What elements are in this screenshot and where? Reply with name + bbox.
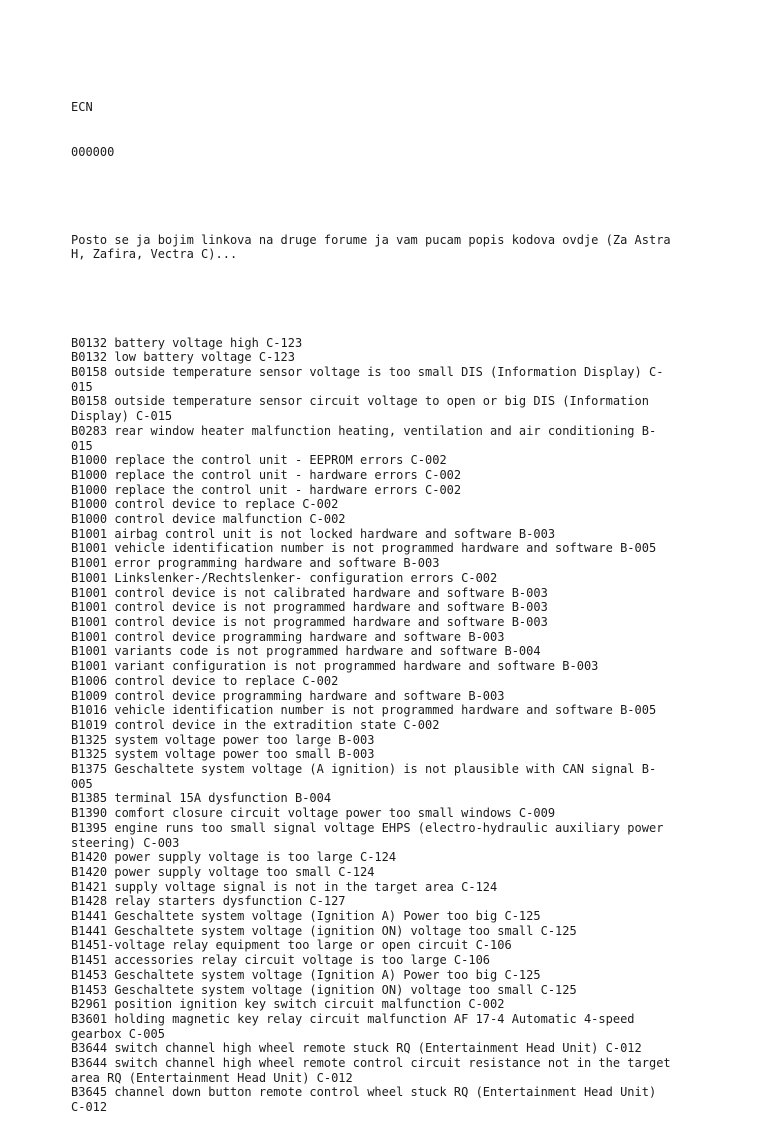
code-line: B1001 control device is not calibrated hardware and software B-003 <box>71 585 548 600</box>
code-line: B3644 switch channel high wheel remote control circuit resistance not in the target <box>71 1056 671 1071</box>
code-line: B1451-voltage relay equipment too large or open circuit C-106 <box>71 938 512 953</box>
code-line: steering) C-003 <box>71 835 180 850</box>
code-line: B1001 control device programming hardware and software B-003 <box>71 629 505 644</box>
code-line: B1001 variant configuration is not programmed hardware and software B-003 <box>71 659 599 674</box>
intro-line: Posto se ja bojim linkova na druge forume ja vam pucam popis kodova ovdje (Za Astra <box>71 232 671 247</box>
code-line: B2961 position ignition key switch circuit malfunction C-002 <box>71 997 505 1012</box>
code-line: area RQ (Entertainment Head Unit) C-012 <box>71 1070 353 1085</box>
code-line: B1428 relay starters dysfunction C-127 <box>71 894 346 909</box>
code-line: B1001 control device is not programmed hardware and software B-003 <box>71 600 548 615</box>
code-line: B3601 holding magnetic key relay circuit malfunction AF 17-4 Automatic 4-speed <box>71 1011 635 1026</box>
code-line: B0132 low battery voltage C-123 <box>71 350 295 365</box>
code-line: B1000 replace the control unit - hardware errors C-002 <box>71 467 462 482</box>
code-line: B3645 channel down button remote control wheel stuck RQ (Entertainment Head Unit) <box>71 1085 657 1100</box>
code-line: 005 <box>71 776 93 791</box>
code-line: C-012 <box>71 1100 108 1115</box>
header-label: ECN <box>71 100 93 115</box>
intro-line: H, Zafira, Vectra C)... <box>71 247 238 262</box>
code-line: 015 <box>71 438 93 453</box>
code-line: B0158 outside temperature sensor voltage is too small DIS (Information Display) C- <box>71 365 664 380</box>
code-line: B3644 switch channel high wheel remote stuck RQ (Entertainment Head Unit) C-012 <box>71 1041 642 1056</box>
code-line: B1325 system voltage power too small B-003 <box>71 747 375 762</box>
code-line: B1001 error programming hardware and software B-003 <box>71 556 440 571</box>
code-line: B1451 accessories relay circuit voltage is too large C-106 <box>71 953 491 968</box>
code-line: B1453 Geschaltete system voltage (Ignition A) Power too big C-125 <box>71 967 541 982</box>
code-line: gearbox C-005 <box>71 1026 165 1041</box>
code-line: B1420 power supply voltage is too large C-124 <box>71 850 397 865</box>
code-line: B1009 control device programming hardware and software B-003 <box>71 688 505 703</box>
code-line: B1395 engine runs too small signal voltage EHPS (electro-hydraulic auxiliary power <box>71 820 664 835</box>
code-line: B1016 vehicle identification number is not programmed hardware and software B-005 <box>71 703 657 718</box>
code-line: B1001 Linkslenker-/Rechtslenker- configuration errors C-002 <box>71 570 498 585</box>
code-line: B1325 system voltage power too large B-003 <box>71 732 375 747</box>
code-line: B1385 terminal 15A dysfunction B-004 <box>71 791 332 806</box>
code-line: B1001 vehicle identification number is not programmed hardware and software B-005 <box>71 541 657 556</box>
code-line: B1001 variants code is not programmed hardware and software B-004 <box>71 644 541 659</box>
spacer <box>71 189 711 204</box>
code-line: B1001 airbag control unit is not locked hardware and software B-003 <box>71 526 556 541</box>
code-line: B1421 supply voltage signal is not in the target area C-124 <box>71 879 498 894</box>
header-number: 000000 <box>71 144 115 159</box>
code-line: B1420 power supply voltage too small C-124 <box>71 864 375 879</box>
code-line: B0283 rear window heater malfunction heating, ventilation and air conditioning B- <box>71 423 657 438</box>
code-line: B1000 replace the control unit - EEPROM errors C-002 <box>71 453 447 468</box>
code-line: 015 <box>71 379 93 394</box>
code-line: B1019 control device in the extradition state C-002 <box>71 717 440 732</box>
code-line: B1006 control device to replace C-002 <box>71 673 339 688</box>
code-line: B1000 replace the control unit - hardware errors C-002 <box>71 482 462 497</box>
code-line: B1390 comfort closure circuit voltage power too small windows C-009 <box>71 806 556 821</box>
code-line: B1000 control device malfunction C-002 <box>71 512 346 527</box>
document-page <box>71 71 711 1130</box>
code-line: B1441 Geschaltete system voltage (Ignition A) Power too big C-125 <box>71 909 541 924</box>
code-line: B1441 Geschaltete system voltage (ignition ON) voltage too small C-125 <box>71 923 577 938</box>
code-line: B1375 Geschaltete system voltage (A ignition) is not plausible with CAN signal B- <box>71 762 657 777</box>
code-line: B1453 Geschaltete system voltage (ignition ON) voltage too small C-125 <box>71 982 577 997</box>
code-line: B1001 control device is not programmed hardware and software B-003 <box>71 614 548 629</box>
intro-paragraph <box>71 233 711 262</box>
code-line: B0132 battery voltage high C-123 <box>71 335 303 350</box>
code-line: B0158 outside temperature sensor circuit voltage to open or big DIS (Information <box>71 394 649 409</box>
code-line: B1000 control device to replace C-002 <box>71 497 339 512</box>
spacer <box>71 292 711 307</box>
code-line: Display) C-015 <box>71 409 173 424</box>
code-list <box>71 336 711 1115</box>
